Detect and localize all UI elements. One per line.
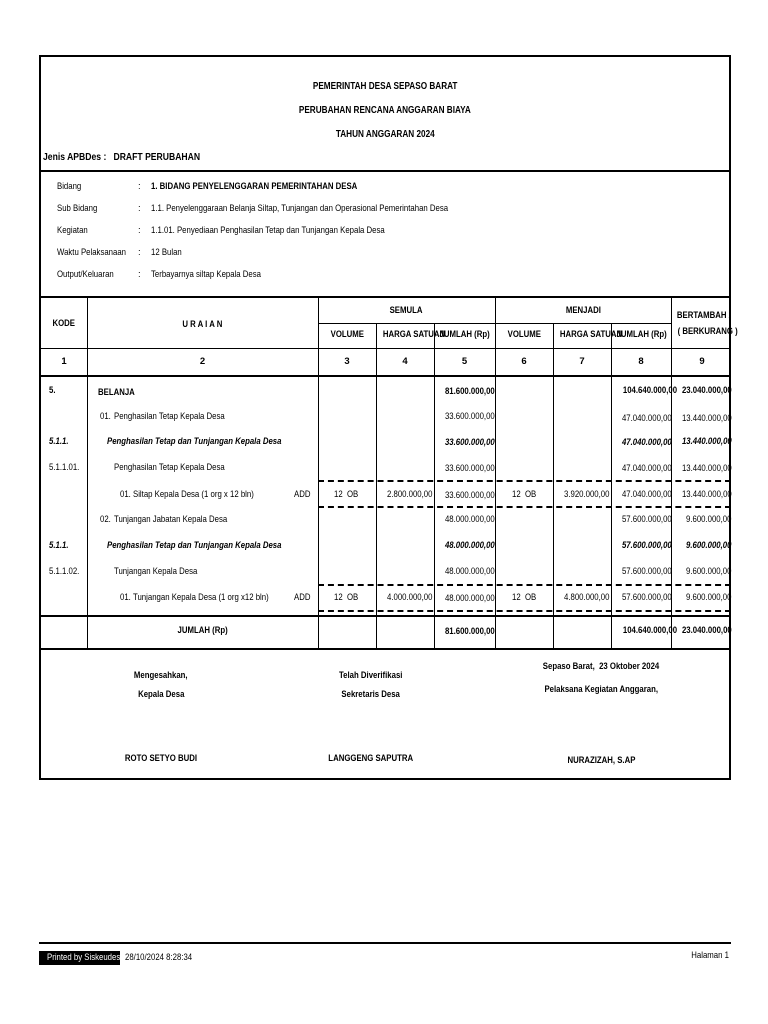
title-document: PERUBAHAN RENCANA ANGGARAN BIAYA (299, 105, 471, 116)
dashed-separator (318, 584, 731, 586)
col-number: 5 (461, 356, 468, 367)
header-divider (41, 375, 729, 377)
info-value: 12 Bulan (151, 247, 182, 258)
col-number: 2 (199, 356, 206, 367)
col-number: 3 (344, 356, 350, 367)
col-number: 4 (402, 356, 408, 367)
info-value: Terbayarnya siltap Kepala Desa (151, 269, 261, 280)
column-divider (495, 298, 496, 650)
col-number: 8 (638, 356, 644, 367)
info-colon: : (138, 225, 141, 236)
info-bidang (41, 181, 729, 195)
dashed-separator (318, 480, 731, 482)
document-frame (39, 55, 738, 780)
column-divider (87, 298, 88, 650)
title-government: PEMERINTAH DESA SEPASO BARAT (312, 81, 458, 92)
column-divider (318, 298, 319, 650)
jenis-apbdes: Jenis APBDes : DRAFT PERUBAHAN (43, 151, 201, 163)
sign-middle-name: LANGGENG SAPUTRA (328, 753, 414, 764)
info-colon: : (138, 181, 141, 192)
activity-info (41, 172, 729, 298)
info-label: Output/Keluaran (57, 269, 114, 280)
footer-divider (39, 942, 731, 944)
col-number: 9 (699, 356, 705, 367)
info-output (41, 269, 729, 283)
col-number: 7 (579, 356, 585, 367)
sign-right-name: NURAZIZAH, S.AP (567, 755, 635, 766)
sign-right-line2: Pelaksana Kegiatan Anggaran, (544, 684, 658, 695)
total-divider (41, 615, 729, 617)
title-year: TAHUN ANGGARAN 2024 (335, 129, 435, 140)
dashed-separator (318, 506, 731, 508)
info-value: 1.1. Penyelenggaraan Belanja Siltap, Tunjangan dan Operasional Pemerintahan Desa (151, 203, 449, 214)
info-value: 1. BIDANG PENYELENGGARAN PEMERINTAHAN DESA (151, 181, 358, 192)
header-semula: SEMULA (390, 305, 423, 316)
sign-middle-line1: Telah Diverifikasi (339, 670, 403, 681)
info-colon: : (138, 269, 141, 280)
header-harga-semula: HARGA SATUAN (382, 329, 446, 340)
sign-right-line1: Sepaso Barat, 23 Oktober 2024 (542, 661, 660, 672)
sign-middle-line2: Sekretaris Desa (341, 689, 401, 700)
page-number: Halaman 1 (691, 950, 729, 961)
header-jumlah-semula: JUMLAH (Rp) (439, 329, 490, 340)
sign-left-line1: Mengesahkan, (134, 670, 188, 681)
info-label: Sub Bidang (57, 203, 98, 214)
info-colon: : (138, 203, 141, 214)
print-timestamp: 28/10/2024 8:28:34 (125, 952, 193, 963)
info-colon: : (138, 247, 141, 258)
info-label: Kegiatan (57, 225, 88, 236)
header-berkurang: ( BERKURANG ) (677, 326, 738, 337)
info-kegiatan (41, 225, 729, 239)
header-volume-semula: VOLUME (330, 329, 364, 340)
header-divider (318, 323, 671, 324)
col-number: 6 (521, 356, 527, 367)
col-number: 1 (61, 356, 67, 367)
dashed-separator (318, 610, 731, 612)
header-uraian: U R A I A N (182, 319, 223, 330)
info-label: Waktu Pelaksanaan (57, 247, 127, 258)
header-volume-menjadi: VOLUME (507, 329, 541, 340)
header-divider (41, 348, 729, 349)
budget-table: KODE U R A I A N SEMULA MENJADI BERTAMBAH / ( BERKURANG ) VOLUME HARGA SATUAN JUMLAH (Rp) VOLUME HARGA SATUAN JUMLAH (Rp) 1 2 3 4 5 6 7 8 9 5. BELANJA 81.600.000,00 104.640.000,00 23.040.000,00 01. Penghasilan Tetap Kepala Desa 33.600.000,00 47.040.000,00 13.440.000,00 5.1.1. Penghasilan Tetap dan Tunjangan Kepala Desa 33.600.000,00 47.040.000,00 13.440.000,00 5.1.1.01. Penghasilan Tetap Kepala Desa 33.600.000,00 47.040.000,00 13.440.000,00 01. Siltap Kepala Desa (1 org x 12 bln) ADD 12 OB 2.800.000,00 33.600.000,00 12 OB 3.920.000,00 47.040.000,00 13.440.000,00 02. Tunjangan Jabatan Kepala Desa 48.000.000,00 57.600.000,00 9.600.000,00 5.1.1. Penghasilan Tetap dan Tunjangan Kepala Desa 48.000.000,00 57.600.000,00 9.600.000,00 5.1.1.02. Tunjangan Kepala Desa 48.000.000,00 57.600.000,00 9.600.000,00 01. Tunjangan Kepala Desa (1 org x12 bln) ADD 12 OB 4.000.000,00 48.000.000,00 12 OB 4.800.000,00 57.600.000,00 9.600.000,00 JUMLAH (Rp) 81.600.000,00 104.640.000,00 23.040.000,00 (41, 298, 729, 650)
info-sub-bidang (41, 203, 729, 217)
header-menjadi: MENJADI (565, 305, 601, 316)
header-jumlah-menjadi: JUMLAH (Rp) (616, 329, 667, 340)
table-bottom (41, 648, 729, 650)
sign-left-line2: Kepala Desa (137, 689, 185, 700)
info-label: Bidang (57, 181, 82, 192)
printed-by-badge: Printed by Siskeudes (39, 951, 120, 965)
header-harga-menjadi: HARGA SATUAN (559, 329, 623, 340)
sign-left-name: ROTO SETYO BUDI (124, 753, 198, 764)
header-bertambah: BERTAMBAH / (676, 310, 731, 321)
title-block (41, 57, 729, 172)
info-waktu (41, 247, 729, 261)
signature-block (41, 652, 729, 780)
info-value: 1.1.01. Penyediaan Penghasilan Tetap dan Tunjangan Kepala Desa (151, 225, 385, 236)
header-kode: KODE (52, 318, 76, 329)
